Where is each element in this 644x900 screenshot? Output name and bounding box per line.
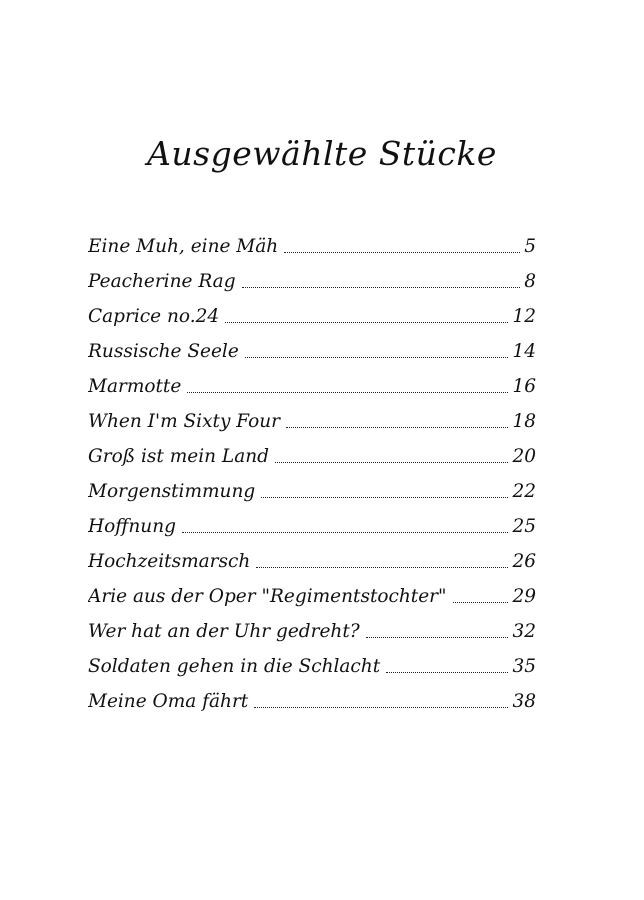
toc-entry: [88, 539, 536, 574]
dot-leader: [453, 601, 509, 603]
toc-entry-page: 26: [512, 551, 536, 572]
dot-leader: [275, 461, 508, 463]
toc-entry-title: Arie aus der Oper "Regimentstochter": [88, 586, 447, 607]
toc-entry: [88, 364, 536, 399]
toc-entry-title: Wer hat an der Uhr gedreht?: [88, 621, 360, 642]
toc-entry: [88, 329, 536, 364]
dot-leader: [386, 671, 508, 673]
dot-leader: [284, 251, 520, 253]
toc-entry-page: 35: [512, 656, 536, 677]
dot-leader: [242, 286, 521, 288]
toc-entry: [88, 224, 536, 259]
toc-entry-page: 22: [512, 481, 536, 502]
toc-entry-title: Hoffnung: [88, 516, 176, 537]
toc-entry-title: Marmotte: [88, 376, 182, 397]
toc-entry: [88, 434, 536, 469]
dot-leader: [366, 636, 509, 638]
toc-entry-title: Russische Seele: [88, 341, 239, 362]
toc-entry-title: Meine Oma fährt: [88, 691, 249, 712]
dot-leader: [256, 566, 508, 568]
toc-entry: [88, 574, 536, 609]
toc-entry-page: 5: [524, 236, 536, 257]
toc-entry-page: 29: [512, 586, 536, 607]
toc-entry: [88, 504, 536, 539]
toc-entry: [88, 644, 536, 679]
toc-entry-title: Hochzeitsmarsch: [88, 551, 251, 572]
dot-leader: [225, 321, 508, 323]
toc-entry-page: 32: [512, 621, 536, 642]
toc-entry-page: 18: [512, 411, 536, 432]
toc-entry: [88, 679, 536, 714]
toc-entry: [88, 259, 536, 294]
toc-entry-title: When I'm Sixty Four: [88, 411, 281, 432]
dot-leader: [182, 531, 508, 533]
toc-entry: [88, 294, 536, 329]
toc-entry-page: 12: [512, 306, 536, 327]
dot-leader: [245, 356, 509, 358]
toc-entry-page: 14: [512, 341, 536, 362]
toc-entry-page: 8: [524, 271, 536, 292]
page-title: Ausgewählte Stücke: [147, 134, 497, 173]
toc-entry: [88, 469, 536, 504]
table-of-contents: [88, 224, 536, 714]
dot-leader: [187, 391, 508, 393]
toc-entry-page: 38: [512, 691, 536, 712]
toc-entry-title: Caprice no.24: [88, 306, 220, 327]
toc-entry-title: Peacherine Rag: [88, 271, 236, 292]
toc-entry-title: Soldaten gehen in die Schlacht: [88, 656, 381, 677]
dot-leader: [261, 496, 508, 498]
toc-entry: [88, 609, 536, 644]
toc-entry-title: Groß ist mein Land: [88, 446, 269, 467]
toc-entry-page: 25: [512, 516, 536, 537]
toc-entry-page: 16: [512, 376, 536, 397]
toc-entry-title: Morgenstimmung: [88, 481, 256, 502]
toc-entry-title: Eine Muh, eine Mäh: [88, 236, 279, 257]
dot-leader: [254, 706, 508, 708]
toc-entry-page: 20: [512, 446, 536, 467]
dot-leader: [286, 426, 508, 428]
toc-entry: [88, 399, 536, 434]
